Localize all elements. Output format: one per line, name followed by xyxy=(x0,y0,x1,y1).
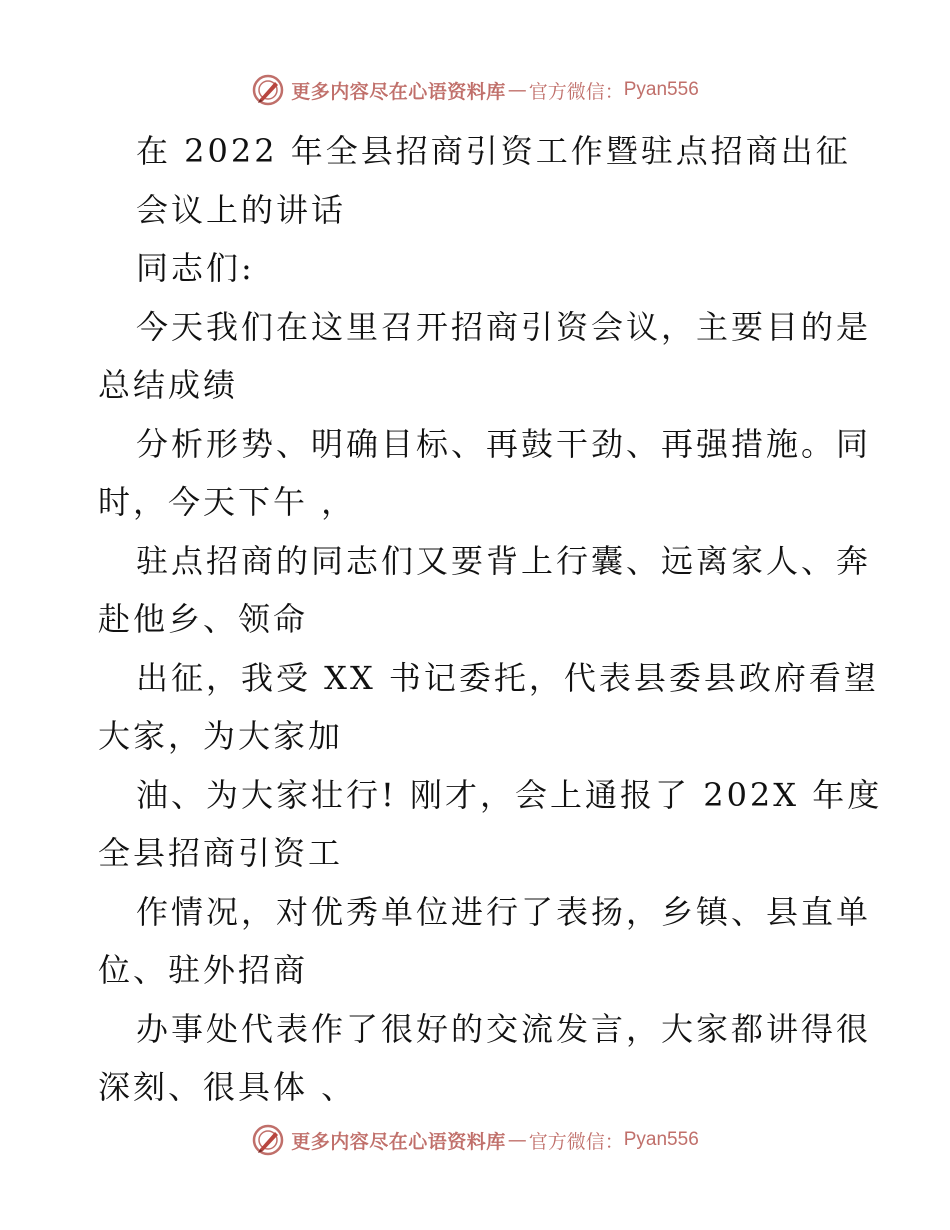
header-watermark xyxy=(0,70,950,110)
text-line: 赴他乡、领命 xyxy=(98,600,309,638)
text-line: 分析形势、明确目标、再鼓干劲、再强措施。同 xyxy=(136,424,872,463)
text-line: 大家，为大家加 xyxy=(98,717,344,755)
text-line: 总结成绩 xyxy=(98,366,239,404)
text-line: 驻点招商的同志们又要背上行囊、远离家人、奔 xyxy=(136,541,872,580)
text-line: 油、为大家壮行! 刚才，会上通报了 202X 年度 xyxy=(136,775,883,814)
watermark-separator: — xyxy=(507,1129,527,1151)
pen-logo-icon xyxy=(251,73,285,107)
text-line: 作情况，对优秀单位进行了表扬，乡镇、县直单 xyxy=(136,892,872,931)
text-line: 在 2022 年全县招商引资工作暨驻点招商出征 xyxy=(136,132,851,170)
text-line: 位、驻外招商 xyxy=(98,951,309,989)
text-line: 时，今天下午 ， xyxy=(98,483,357,521)
watermark-wechat-id: Pyan556 xyxy=(623,79,699,100)
watermark-wechat-label: 官方微信： xyxy=(528,80,624,103)
text-line: 同志们: xyxy=(136,249,255,287)
text-line: 办事处代表作了很好的交流发言，大家都讲得很 xyxy=(136,1009,872,1048)
text-line: 深刻、很具体 、 xyxy=(98,1068,357,1106)
document-body xyxy=(98,122,883,1117)
watermark-main-text: 更多内容尽在心语资料库 xyxy=(291,1130,506,1153)
watermark-separator: — xyxy=(507,79,527,101)
watermark-wechat-label: 官方微信： xyxy=(528,1130,624,1153)
footer-watermark xyxy=(0,1120,950,1160)
text-line: 今天我们在这里召开招商引资会议，主要目的是 xyxy=(136,307,872,346)
text-line: 会议上的讲话 xyxy=(136,190,347,229)
watermark-wechat-id: Pyan556 xyxy=(623,1129,699,1150)
watermark-main-text: 更多内容尽在心语资料库 xyxy=(291,80,506,103)
text-line: 全县招商引资工 xyxy=(98,834,344,872)
text-line: 出征，我受 XX 书记委托，代表县委县政府看望 xyxy=(136,658,879,697)
pen-logo-icon xyxy=(251,1123,285,1157)
